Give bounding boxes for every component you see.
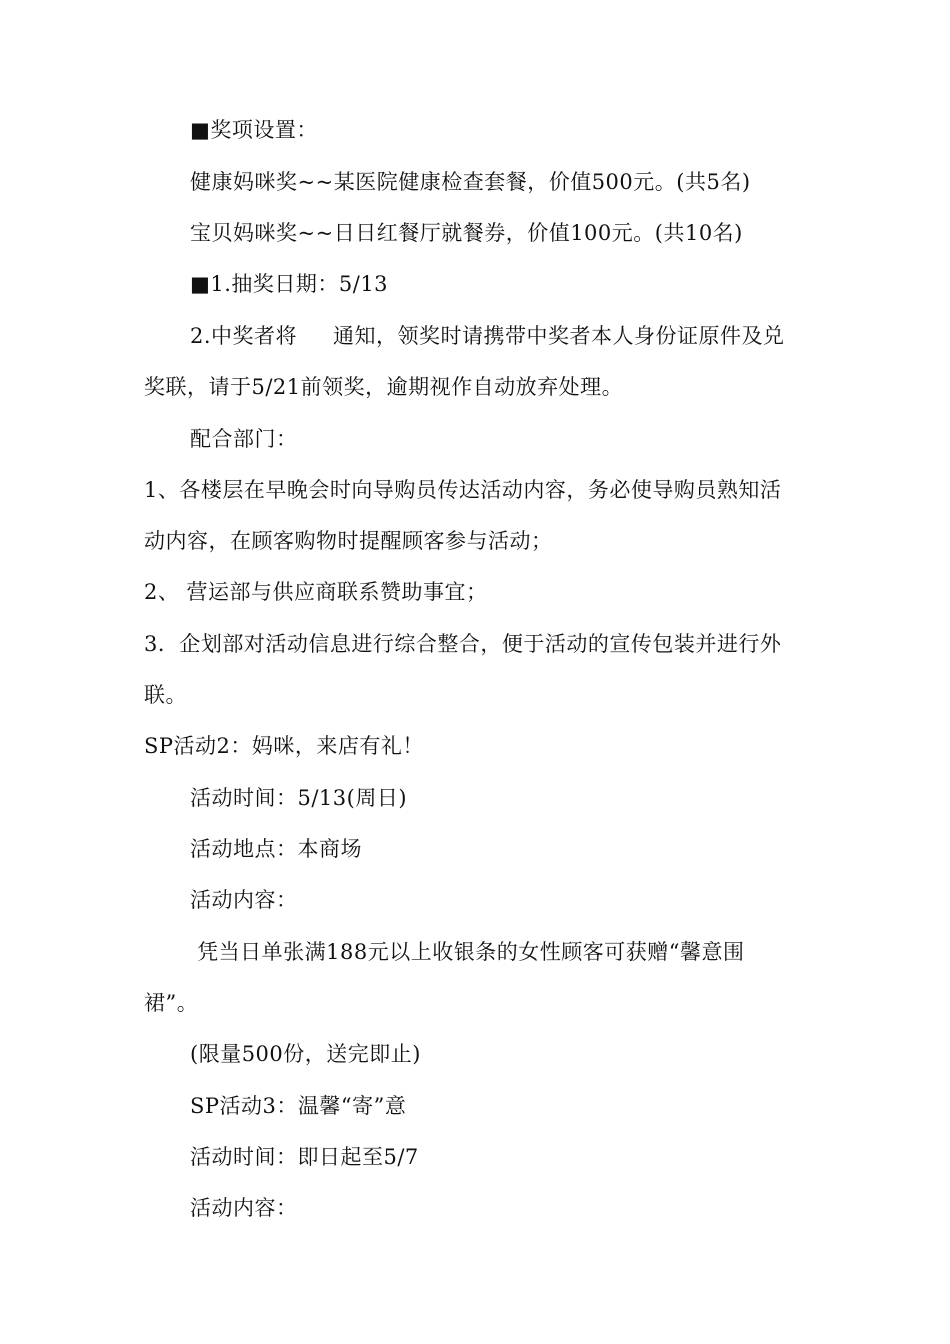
activity-2-limit: (限量500份，送完即止): [190, 1042, 421, 1066]
prize-line-healthy-mom: 健康妈咪奖~~某医院健康检查套餐，价值500元。(共5名): [190, 170, 751, 194]
coop-departments-heading: 配合部门：: [190, 427, 298, 451]
draw-date-line: ■1.抽奖日期：5/13: [190, 272, 389, 296]
coop-item-2: 2、 营运部与供应商联系赞助事宜；: [144, 580, 488, 604]
coop-item-3: 3．企划部对活动信息进行综合整合，便于活动的宣传包装并进行外: [144, 632, 782, 656]
sp-activity-3-title: SP活动3：温馨“寄”意: [190, 1094, 407, 1118]
activity-3-content-heading: 活动内容：: [190, 1196, 298, 1220]
coop-item-1-continuation: 动内容，在顾客购物时提醒顾客参与活动；: [144, 529, 553, 553]
prize-line-baby-mom: 宝贝妈咪奖~~日日红餐厅就餐券，价值100元。(共10名): [190, 221, 743, 245]
winner-notice-part2: 通知，领奖时请携带中奖者本人身份证原件及兑: [333, 324, 785, 348]
sp-activity-2-title: SP活动2：妈咪，来店有礼！: [144, 734, 424, 758]
coop-item-3-continuation: 联。: [144, 683, 187, 707]
activity-3-time: 活动时间：即日起至5/7: [190, 1145, 419, 1169]
activity-2-time: 活动时间：5/13(周日): [190, 786, 408, 810]
activity-2-content-continuation: 裙”。: [144, 991, 199, 1015]
coop-item-1: 1、各楼层在早晚会时向导购员传达活动内容，务必使导购员熟知活: [144, 478, 782, 502]
winner-notice-continuation: 奖联，请于5/21前领奖，逾期视作自动放弃处理。: [144, 375, 624, 399]
activity-2-content-heading: 活动内容：: [190, 888, 298, 912]
activity-2-location: 活动地点：本商场: [190, 837, 362, 861]
prize-settings-heading: ■奖项设置：: [190, 118, 318, 142]
winner-notice-line: [190, 322, 812, 350]
winner-notice-part1: 2.中奖者将: [190, 324, 298, 348]
activity-2-content: 凭当日单张满188元以上收银条的女性顾客可获赠“馨意围: [190, 940, 745, 964]
